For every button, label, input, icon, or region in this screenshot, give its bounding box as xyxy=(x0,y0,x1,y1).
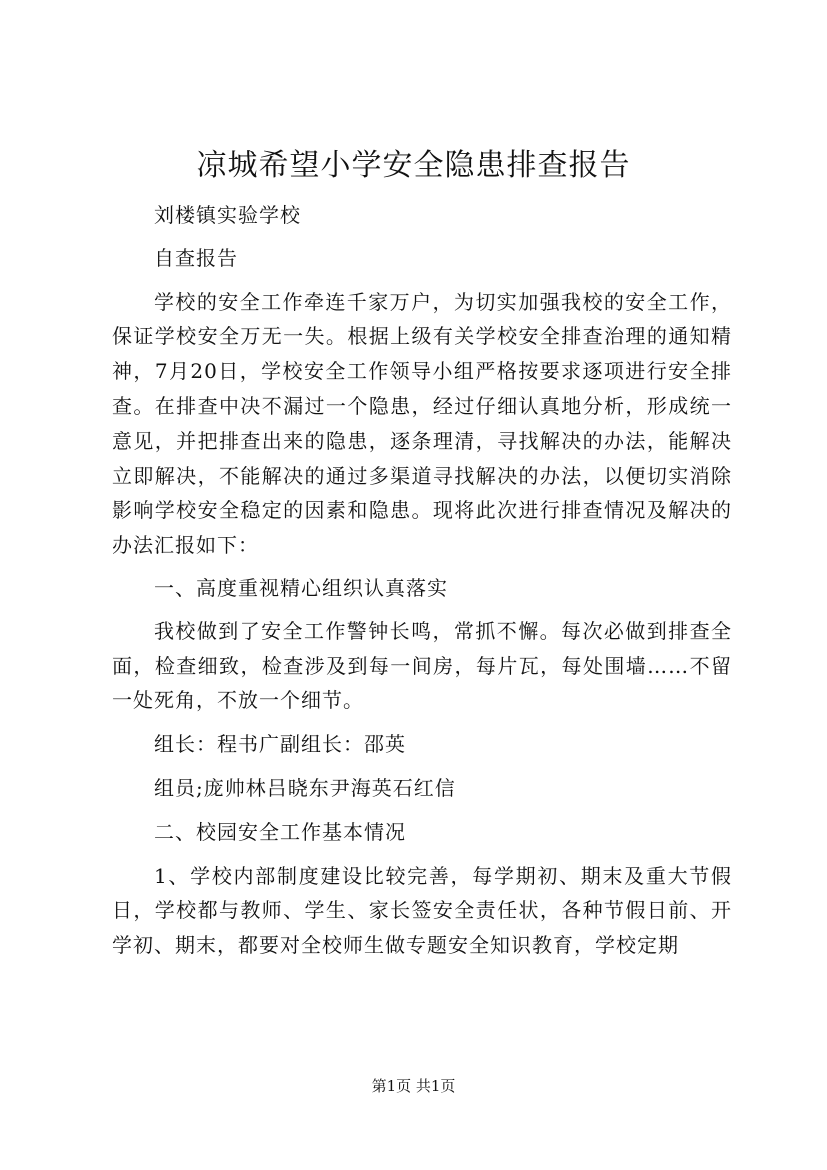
group-members-line: 组员;庞帅林吕晓东尹海英石红信 xyxy=(154,775,456,800)
section-heading-1: 一、高度重视精心组织认真落实 xyxy=(154,575,448,600)
report-type-line: 自查报告 xyxy=(154,245,238,270)
page-footer: 第1页 共1页 xyxy=(371,1077,456,1095)
section-1-paragraph: 我校做到了安全工作警钟长鸣，常抓不懈。每次必做到排查全面，检查细致，检查涉及到每一间房，每片瓦，每处围墙……不留一处死角，不放一个细节。 xyxy=(112,618,732,713)
document-title: 凉城希望小学安全隐患排查报告 xyxy=(196,148,631,183)
intro-paragraph: 学校的安全工作牵连千家万户，为切实加强我校的安全工作，保证学校安全万无一失。根据上级有关学校安全排查治理的通知精神，7月20日，学校安全工作领导小组严格按要求逐项进行安全排查。在排查中决不漏过一个隐患，经过仔细认真地分析，形成统一意见，并把排查出来的隐患，逐条理清，寻找解决的办法，能解决立即解决，不能解决的通过多渠道寻找解决的办法，以便切实消除影响学校安全稳定的因素和隐患。现将此次进行排查情况及解决的办法汇报如下： xyxy=(112,289,732,558)
school-name-line: 刘楼镇实验学校 xyxy=(154,203,301,227)
section-2-paragraph: 1、学校内部制度建设比较完善，每学期初、期末及重大节假日，学校都与教师、学生、家长签安全责任状，各种节假日前、开学初、期末，都要对全校师生做专题安全知识教育，学校定期 xyxy=(112,863,732,958)
group-leaders-line: 组长：程书广副组长：邵英 xyxy=(154,732,406,757)
document-body xyxy=(112,198,732,963)
section-heading-2: 二、校园安全工作基本情况 xyxy=(154,819,406,844)
